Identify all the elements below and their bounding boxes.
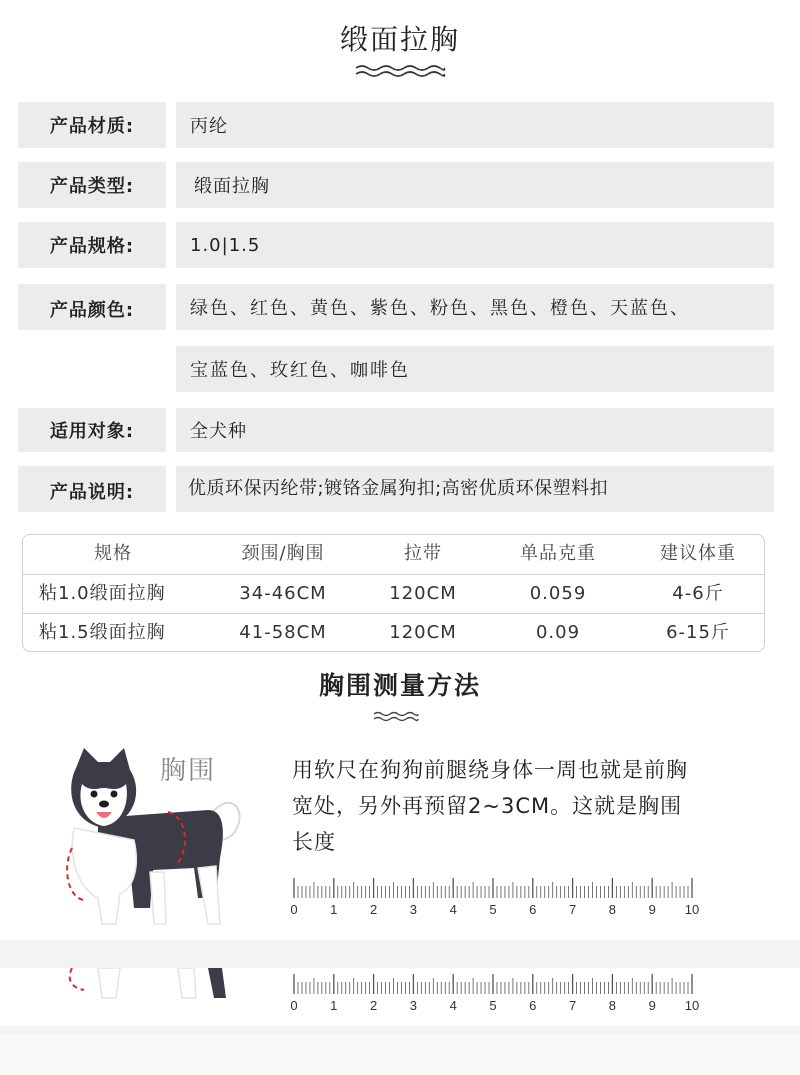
table-header-cell: 拉带: [404, 543, 442, 564]
ruler-number: 6: [529, 902, 537, 917]
table-cell: 34-46CM: [239, 583, 327, 604]
table-cell: 0.09: [535, 622, 581, 643]
ruler-number: 2: [369, 998, 378, 1013]
table-cell: 0.059: [529, 583, 587, 604]
measure-title: 胸围测量方法: [318, 671, 481, 700]
ruler-number: 3: [409, 998, 418, 1013]
table-row: [23, 613, 764, 652]
table-cell: 6-15斤: [666, 622, 730, 643]
description-line: 用软尺在狗狗前腿绕身体一周也就是前胸: [292, 758, 688, 782]
table-header-cell: 建议体重: [660, 543, 736, 564]
ruler-number: 8: [608, 998, 617, 1013]
measure-wave-ornament: [372, 710, 420, 722]
ruler-number: 2: [369, 902, 378, 917]
ruler-number: 3: [409, 902, 418, 917]
bottom-band: [0, 1034, 800, 1075]
table-row: [23, 574, 764, 613]
attr-label-description: 产品说明:: [18, 466, 166, 512]
table-cell: 4-6斤: [672, 583, 724, 604]
ruler-number: 4: [449, 998, 457, 1013]
table-cell: 41-58CM: [239, 622, 327, 643]
ruler-number: 0: [290, 998, 298, 1013]
ruler-number: 5: [489, 902, 497, 917]
attr-label-color: 产品颜色:: [18, 284, 166, 330]
table-header-cell: 单品克重: [520, 543, 596, 564]
measure-description: [292, 752, 762, 860]
ruler-number: 6: [529, 998, 537, 1013]
ruler-number: 4: [449, 902, 457, 917]
ruler-number: 0: [290, 902, 298, 917]
spec-table: [22, 534, 765, 652]
dog-feet-fragment: [58, 968, 248, 1008]
attr-label-spec: 产品规格:: [18, 222, 166, 268]
ruler: [286, 874, 706, 920]
page-title: 缎面拉胸: [339, 23, 460, 56]
ruler-number: 10: [684, 998, 700, 1013]
repeated-strip: [0, 968, 800, 1026]
ruler-number: 8: [608, 902, 617, 917]
ruler-number: 9: [648, 902, 656, 917]
table-header-row: [23, 535, 764, 573]
chest-label: 胸围: [160, 756, 217, 786]
attr-value-description: 优质环保丙纶带;镀铬金属狗扣;高密优质环保塑料扣: [176, 466, 774, 512]
attr-value-spec: 1.0|1.5: [176, 222, 774, 268]
table-cell: 120CM: [389, 583, 457, 604]
ruler-number: 1: [330, 998, 338, 1013]
table-header-cell: 颈围/胸围: [241, 543, 325, 564]
attr-value-target: 全犬种: [176, 408, 774, 452]
ruler-number: 7: [568, 902, 577, 917]
description-line: 宽处，另外再预留2~3CM。这就是胸围: [292, 794, 683, 818]
table-cell: 粘1.5缎面拉胸: [39, 622, 166, 643]
ruler-number: 5: [489, 998, 497, 1013]
title-wave-ornament: [354, 64, 446, 78]
attr-value-color-line1: 绿色、红色、黄色、紫色、粉色、黑色、橙色、天蓝色、: [176, 284, 774, 330]
attr-label-target: 适用对象:: [18, 408, 166, 452]
attr-value-color-line2: 宝蓝色、玫红色、咖啡色: [176, 346, 774, 392]
attr-value-material: 丙纶: [176, 102, 774, 148]
attr-value-type: 缎面拉胸: [176, 162, 774, 208]
ruler-number: 7: [568, 998, 577, 1013]
ruler: [286, 968, 706, 1014]
description-line: 长度: [292, 830, 336, 854]
attr-label-type: 产品类型:: [18, 162, 166, 208]
table-cell: 粘1.0缎面拉胸: [39, 583, 166, 604]
dog-illustration: [58, 748, 248, 928]
ruler-number: 9: [648, 998, 656, 1013]
attr-label-material: 产品材质:: [18, 102, 166, 148]
ruler-number: 1: [330, 902, 338, 917]
table-header-cell: 规格: [94, 543, 132, 564]
ruler-number: 10: [684, 902, 700, 917]
table-cell: 120CM: [389, 622, 457, 643]
